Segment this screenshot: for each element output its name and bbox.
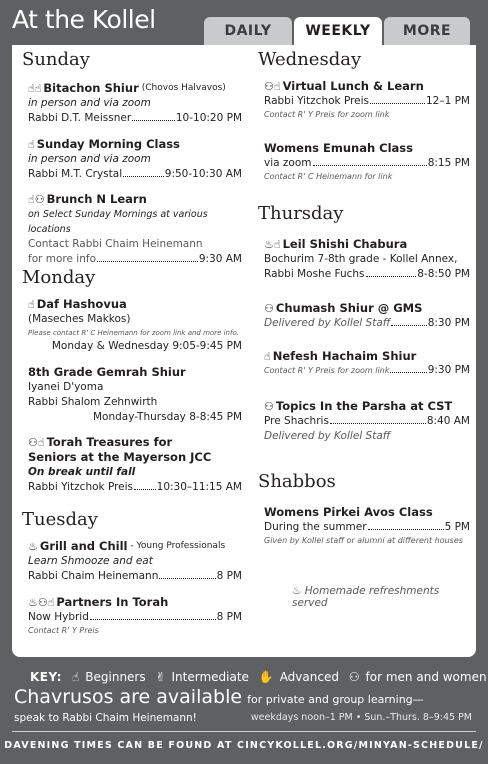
event-bitachon-shiur bbox=[28, 81, 242, 126]
event-leader: Rabbi Yitzchok Preis bbox=[264, 95, 370, 107]
event-leader: via zoom bbox=[264, 157, 312, 169]
refreshments-and-hand-icon: ♨☝ bbox=[264, 238, 281, 251]
event-title: Brunch N Learn bbox=[46, 192, 147, 206]
event-time: 8:15 PM bbox=[427, 157, 470, 169]
event-contact: Contact R' Y Preis bbox=[28, 626, 99, 635]
event-time: Monday & Wednesday 9:05-9:45 PM bbox=[51, 340, 242, 352]
key-intermediate: Intermediate bbox=[171, 670, 249, 684]
key-men-women: for men and women bbox=[365, 670, 487, 684]
hand-and-men-women-icon: ☝⚇ bbox=[28, 193, 45, 206]
event-time: 8:40 AM bbox=[426, 415, 470, 427]
event-title: Womens Pirkei Avos Class bbox=[264, 505, 433, 519]
event-title: Torah Treasures for bbox=[46, 435, 173, 449]
event-note: in person and via zoom bbox=[28, 153, 151, 165]
event-contact: Contact Rabbi Chaim Heinemann bbox=[28, 238, 203, 250]
event-title: Bitachon Shiur bbox=[43, 81, 139, 95]
event-chumash-shiur bbox=[264, 301, 470, 331]
event-leader: for more info bbox=[28, 253, 97, 265]
event-title: 8th Grade Gemrah Shiur bbox=[28, 365, 186, 379]
tab-bar bbox=[204, 17, 472, 45]
event-title: Sunday Morning Class bbox=[36, 137, 180, 151]
pointing-hand-icon: ☝ bbox=[28, 138, 35, 151]
event-leader: Rabbi Moshe Fuchs bbox=[264, 268, 365, 280]
two-finger-hand-icon: ✌ bbox=[151, 670, 166, 684]
event-title: Topics In the Parsha at CST bbox=[275, 399, 453, 413]
event-leader: Now Hybrid bbox=[28, 611, 89, 623]
event-time: 8-8:50 PM bbox=[417, 268, 470, 280]
event-leader: Rabbi Shalom Zehnwirth bbox=[28, 396, 158, 408]
event-note: on Select Sunday Mornings at various locations bbox=[28, 209, 208, 235]
two-hands-icon: ☝☝ bbox=[28, 82, 42, 95]
event-grill-and-chill bbox=[28, 539, 242, 584]
chavrusos-hours: weekdays noon–1 PM • Sun.–Thurs. 8–9:45 PM bbox=[250, 712, 472, 723]
event-title: Chumash Shiur @ GMS bbox=[275, 301, 423, 315]
event-note: On break until fall bbox=[28, 466, 136, 478]
page-title: At the Kollel bbox=[12, 5, 156, 34]
event-time: 9:50-10:30 AM bbox=[164, 168, 242, 180]
event-time: 8:30 PM bbox=[427, 317, 470, 329]
day-heading-shabbos: Shabbos bbox=[258, 471, 336, 492]
pointing-hand-icon: ☝ bbox=[71, 670, 80, 684]
event-time: 9:30 AM bbox=[198, 253, 242, 265]
event-leader: Rabbi Chaim Heinemann bbox=[28, 570, 159, 582]
pointing-hand-icon: ☝ bbox=[28, 298, 35, 311]
event-partners-in-torah bbox=[28, 595, 242, 637]
schedule-panel bbox=[12, 45, 476, 657]
event-title-line2: Seniors at the Mayerson JCC bbox=[28, 450, 212, 464]
key-beginners: Beginners bbox=[85, 670, 146, 684]
tab-more[interactable]: MORE bbox=[384, 17, 470, 45]
event-note: Iyanei D'yoma bbox=[28, 381, 104, 393]
event-womens-emunah bbox=[264, 141, 470, 183]
day-heading-tuesday: Tuesday bbox=[22, 509, 98, 530]
event-nefesh-hachaim bbox=[264, 349, 470, 377]
men-women-and-hand-icon: ⚇☝ bbox=[264, 80, 281, 93]
tab-daily[interactable]: DAILY bbox=[204, 17, 292, 45]
event-torah-treasures bbox=[28, 435, 242, 495]
event-time: 10:30–11:15 AM bbox=[156, 481, 242, 493]
chavrusos-contact: speak to Rabbi Chaim Heinemann! bbox=[14, 712, 197, 724]
event-note: Learn Shmooze and eat bbox=[28, 555, 153, 567]
event-title: Leil Shishi Chabura bbox=[282, 237, 408, 251]
refreshments-note bbox=[292, 585, 470, 609]
event-leil-shishi-chabura bbox=[264, 237, 470, 282]
event-note: Given by Kollel staff or alumni at different houses bbox=[264, 536, 463, 545]
day-heading-thursday: Thursday bbox=[258, 203, 344, 224]
event-note: (Maseches Makkos) bbox=[28, 313, 131, 325]
event-leader: Rabbi D.T. Meissner bbox=[28, 112, 132, 124]
men-women-icon: ⚇ bbox=[344, 670, 360, 684]
event-title: Partners In Torah bbox=[56, 595, 169, 609]
event-contact: Contact R' C Heinemann for link bbox=[264, 172, 393, 181]
footer-divider bbox=[12, 731, 476, 732]
event-subtitle: - Young Professionals bbox=[130, 541, 226, 551]
event-sunday-morning-class bbox=[28, 137, 242, 182]
chavrusos-heading: Chavrusos are available bbox=[14, 686, 243, 708]
event-title: Daf Hashovua bbox=[36, 297, 127, 311]
event-contact: Contact R' Y Preis for zoom link bbox=[264, 110, 390, 119]
day-heading-wednesday: Wednesday bbox=[258, 49, 362, 70]
chavrusos-banner bbox=[14, 686, 424, 708]
pointing-hand-icon: ☝ bbox=[264, 350, 271, 363]
event-time: 5 PM bbox=[444, 521, 470, 533]
event-leader: Rabbi Yitzchok Preis bbox=[28, 481, 134, 493]
event-note: Bochurim 7-8th grade - Kollel Annex, bbox=[264, 253, 458, 265]
men-women-icon: ⚇ bbox=[264, 302, 274, 315]
footer-davening-link[interactable]: DAVENING TIMES CAN BE FOUND AT CINCYKOLLEL.ORG/MINYAN-SCHEDULE/ bbox=[4, 740, 484, 751]
event-note: in person and via zoom bbox=[28, 97, 151, 109]
day-heading-sunday: Sunday bbox=[22, 49, 90, 70]
event-time: 8 PM bbox=[216, 570, 242, 582]
event-subtitle: (Chovos Halvavos) bbox=[141, 83, 226, 93]
event-time: 9:30 PM bbox=[427, 364, 470, 376]
event-title: Womens Emunah Class bbox=[264, 141, 413, 155]
event-title: Grill and Chill bbox=[39, 539, 128, 553]
chavrusos-subtext: for private and group learning— bbox=[247, 693, 424, 706]
men-women-icon: ⚇ bbox=[264, 400, 274, 413]
event-title: Nefesh Hachaim Shiur bbox=[272, 349, 417, 363]
men-women-and-hand-icon: ⚇☝ bbox=[28, 436, 45, 449]
event-8th-grade-gemrah bbox=[28, 365, 242, 425]
event-time: 12–1 PM bbox=[425, 95, 470, 107]
event-leader: Delivered by Kollel Staff bbox=[264, 317, 391, 329]
legend-key bbox=[30, 670, 487, 684]
event-virtual-lunch-learn bbox=[264, 79, 470, 121]
event-contact: Please contact R' C Heinemann for zoom link and more info. bbox=[28, 329, 239, 337]
refreshments-text: Homemade refreshments served bbox=[292, 585, 440, 609]
event-womens-pirkei-avos bbox=[264, 505, 470, 547]
open-hand-icon: ✋ bbox=[254, 670, 274, 684]
tab-weekly[interactable]: WEEKLY bbox=[294, 17, 382, 45]
event-brunch-n-learn bbox=[28, 192, 242, 267]
refreshments-men-women-hand-icon: ♨⚇☝ bbox=[28, 596, 55, 609]
key-advanced: Advanced bbox=[279, 670, 339, 684]
key-label: KEY: bbox=[30, 670, 62, 684]
event-note: Delivered by Kollel Staff bbox=[264, 430, 391, 442]
event-time: 8 PM bbox=[216, 611, 242, 623]
event-title: Virtual Lunch & Learn bbox=[282, 79, 424, 93]
event-leader: Pre Shachris bbox=[264, 415, 329, 427]
event-leader: Rabbi M.T. Crystal bbox=[28, 168, 123, 180]
event-leader: Contact R' Y Preis for zoom link bbox=[264, 366, 390, 375]
refreshments-icon: ♨ bbox=[28, 540, 38, 553]
event-daf-hashovua bbox=[28, 297, 242, 354]
event-time: Monday-Thursday 8-8:45 PM bbox=[92, 411, 242, 423]
day-heading-monday: Monday bbox=[22, 267, 96, 288]
event-leader: During the summer bbox=[264, 521, 367, 533]
event-topics-in-parsha bbox=[264, 399, 470, 444]
event-time: 10-10:20 PM bbox=[175, 112, 242, 124]
refreshments-icon: ♨ bbox=[292, 585, 305, 597]
